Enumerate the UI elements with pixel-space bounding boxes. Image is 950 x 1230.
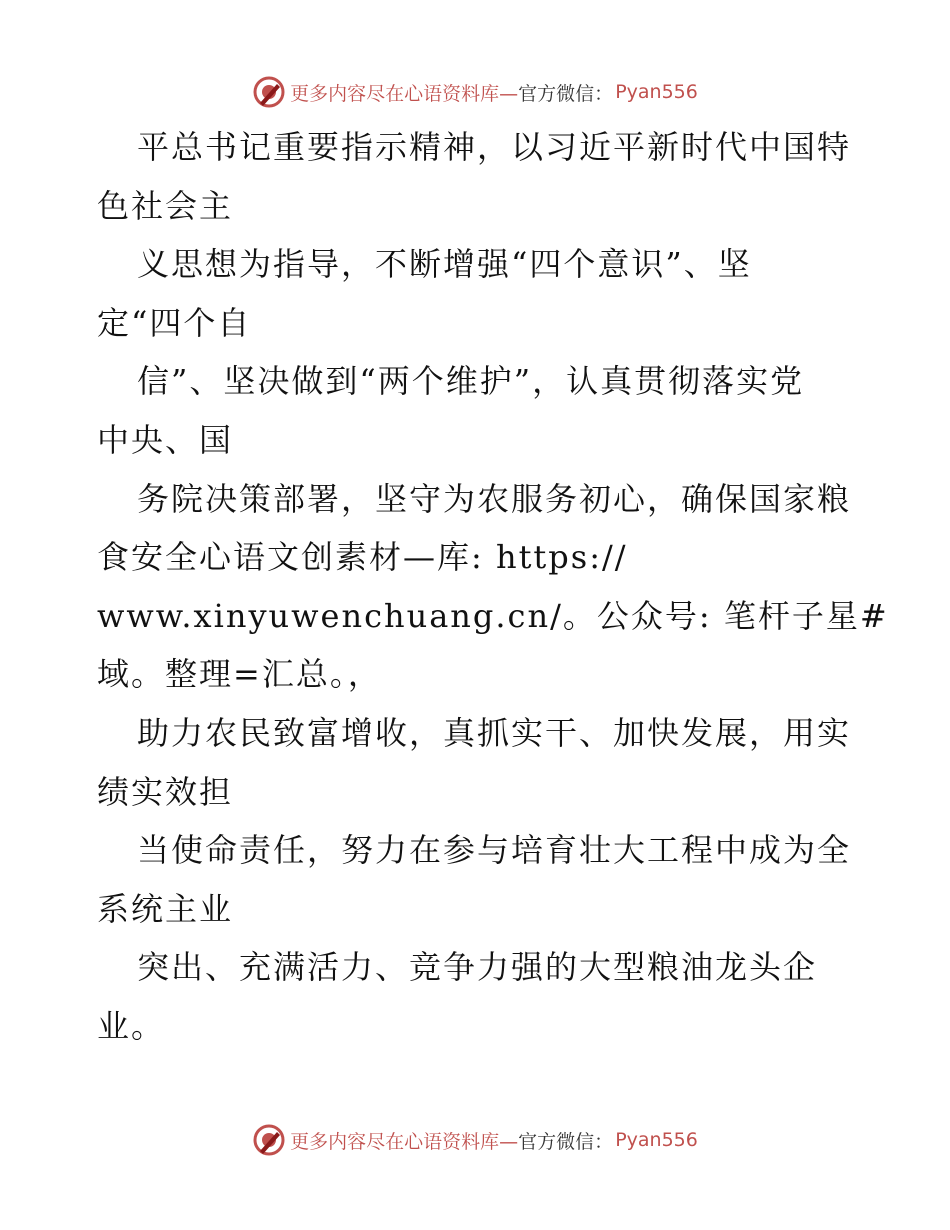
pen-logo-icon (252, 1123, 286, 1157)
document-body (97, 118, 889, 1056)
paragraph-line: 系统主业 (97, 889, 234, 928)
banner-main-text: 更多内容尽在心语资料库— (290, 1130, 519, 1153)
paragraph-line: 信”、坚决做到“两个维护”，认真贯彻落实党 (137, 362, 805, 401)
paragraph-line: 中央、国 (97, 420, 234, 459)
paragraph-line: 平总书记重要指示精神，以习近平新时代中国特 (137, 128, 852, 166)
paragraph-line: 绩实效担 (97, 772, 234, 811)
banner-main-text: 更多内容尽在心语资料库— (290, 82, 519, 105)
banner-wechat-label: 官方微信： (518, 1130, 614, 1153)
paragraph-line: 突出、充满活力、竞争力强的大型粮油龙头企 (137, 948, 818, 987)
paragraph-line: 定“四个自 (97, 303, 252, 342)
header-watermark-banner (0, 70, 950, 114)
paragraph-line: 食安全心语文创素材—库: https:// (97, 538, 628, 577)
paragraph-line: www.xinyuwenchuang.cn/。公众号: 笔杆子星# (97, 596, 889, 635)
paragraph-line: 助力农民致富增收，真抓实干、加快发展，用实 (137, 713, 852, 752)
footer-watermark-banner (0, 1118, 950, 1162)
banner-wechat-label: 官方微信： (518, 82, 614, 105)
paragraph-line: 义思想为指导，不断增强“四个意识”、坚 (137, 245, 752, 284)
banner-wechat-id: Pyan556 (615, 81, 698, 103)
paragraph-line: 域。整理=汇总。， (97, 655, 382, 694)
paragraph-line: 业。 (97, 1006, 166, 1045)
pen-logo-icon (252, 75, 286, 109)
banner-wechat-id: Pyan556 (615, 1129, 698, 1151)
paragraph-line: 色社会主 (97, 186, 234, 225)
paragraph-line: 务院决策部署，坚守为农服务初心，确保国家粮 (137, 479, 852, 518)
paragraph-line: 当使命责任，努力在参与培育壮大工程中成为全 (137, 831, 852, 870)
